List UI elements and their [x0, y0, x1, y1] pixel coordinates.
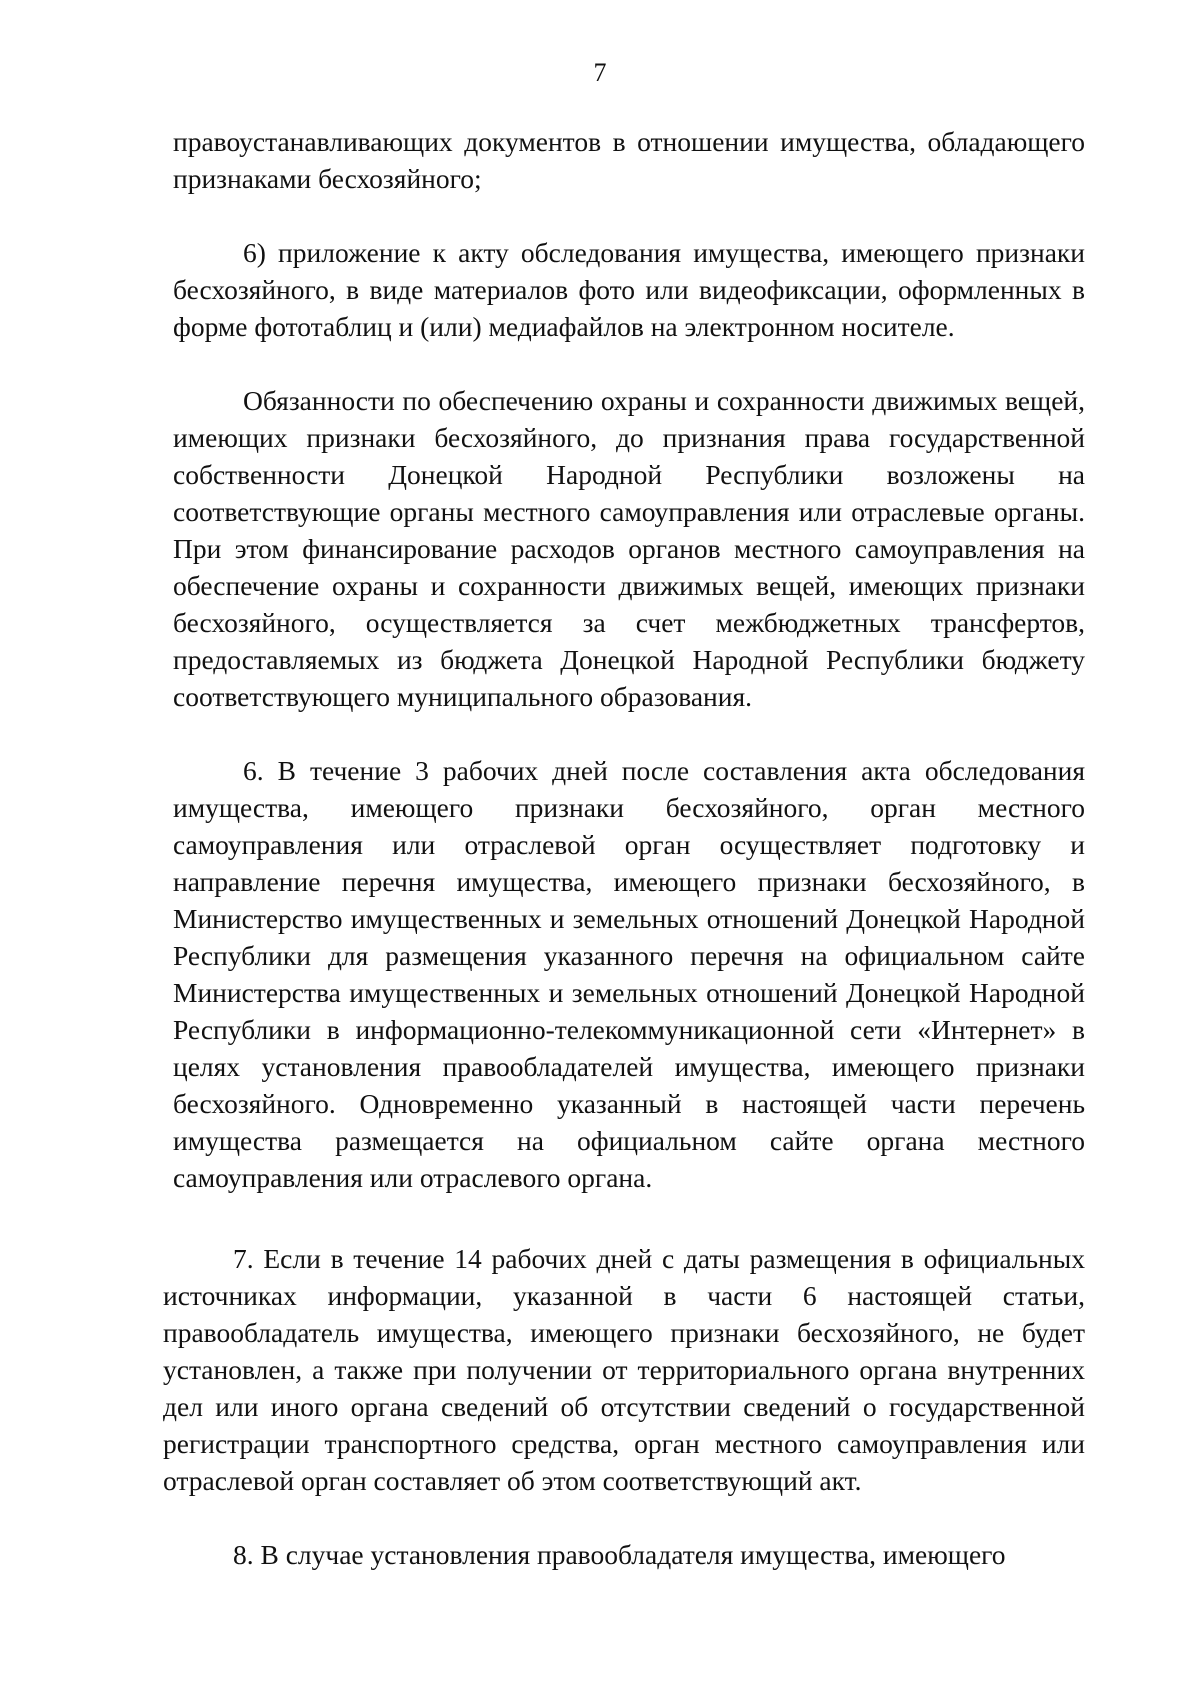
paragraph-part-8: 8. В случае установления правообладателя имущества, имеющего [233, 1539, 1006, 1570]
document-body-lower [163, 1240, 1085, 1573]
paragraph-continuation: правоустанавливающих документов в отношении имущества, обладающего признаками бесхозяйного; [173, 126, 1085, 194]
page-number: 7 [593, 58, 607, 87]
paragraph-part-6: 6. В течение 3 рабочих дней после составления акта обследования имущества, имеющего признаки бесхозяйного, орган местного самоуправления или отраслевой орган осуществляет подготовку и направление перечня имущества, имеющего признаки бесхозяйного, в Министерство имущественных и земельных отношений Донецкой Народной Республики для размещения указанного перечня на официальном сайте Министерства имущественных и земельных отношений Донецкой Народной Республики в информационно-телекоммуникационной сети «Интернет» в целях установления правообладателей имущества, имеющего признаки бесхозяйного. Одновременно указанный в настоящей части перечень имущества размещается на официальном сайте органа местного самоуправления или отраслевого органа. [173, 755, 1085, 1193]
paragraph-part-7: 7. Если в течение 14 рабочих дней с даты размещения в официальных источниках информации, указанной в части 6 настоящей статьи, правообладатель имущества, имеющего признаки бесхозяйного, не будет установлен, а также при получении от территориального органа внутренних дел или иного органа сведений об отсутствии сведений о государственной регистрации транспортного средства, орган местного самоуправления или отраслевой орган составляет об этом соответствующий акт. [163, 1243, 1085, 1496]
paragraph-obligations: Обязанности по обеспечению охраны и сохранности движимых вещей, имеющих признаки бесхозяйного, до признания права государственной собственности Донецкой Народной Республики возложены на соответствующие органы местного самоуправления или отраслевые органы. При этом финансирование расходов органов местного самоуправления на обеспечение охраны и сохранности движимых вещей, имеющих признаки бесхозяйного, осуществляется за счет межбюджетных трансфертов, предоставляемых из бюджета Донецкой Народной Республики бюджету соответствующего муниципального образования. [173, 385, 1085, 712]
document-body-upper [173, 123, 1085, 1196]
paragraph-item-6-attachment: 6) приложение к акту обследования имущества, имеющего признаки бесхозяйного, в виде материалов фото или видеофиксации, оформленных в форме фототаблиц и (или) медиафайлов на электронном носителе. [173, 237, 1085, 342]
